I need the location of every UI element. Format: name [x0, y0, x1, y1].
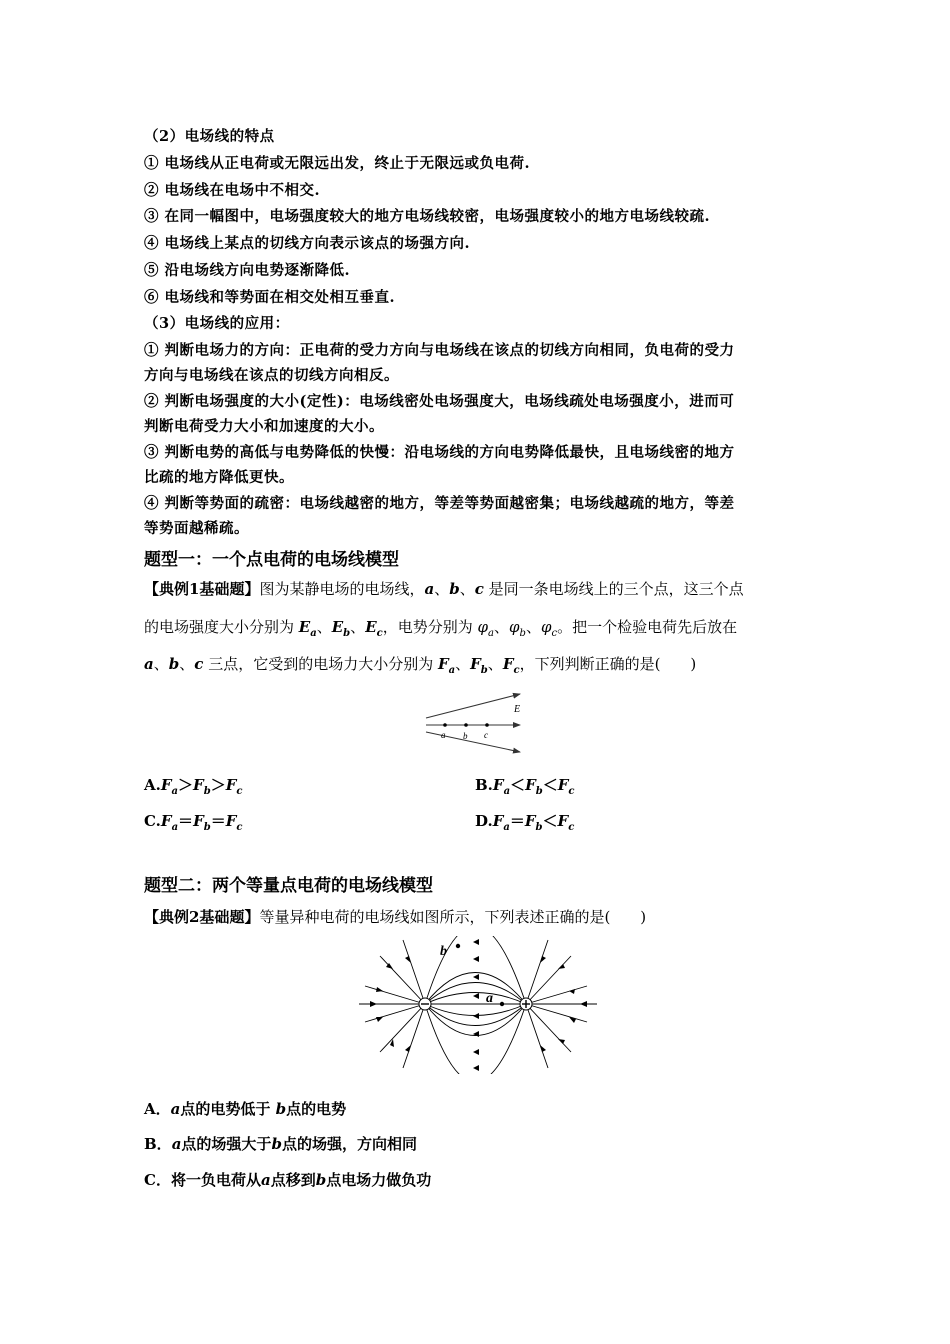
figure-label-b: b [463, 731, 468, 741]
type2-option-b[interactable]: B．a点的场强大于b点的场强，方向相同 [144, 1135, 417, 1153]
section2-item-1: ① 电场线从正电荷或无限远出发，终止于无限远或负电荷. [144, 155, 531, 172]
type2-option-c[interactable]: C．将一负电荷从a点移到b点电场力做负功 [144, 1171, 432, 1189]
section2-item-4: ④ 电场线上某点的切线方向表示该点的场强方向. [144, 235, 471, 252]
figure-label-a: a [441, 730, 446, 740]
section2-item-3: ③ 在同一幅图中，电场强度较大的地方电场线较密，电场强度较小的地方电场线较疏. [144, 208, 711, 225]
type2-dipole-figure [355, 936, 600, 1074]
section2-item-5: ⑤ 沿电场线方向电势逐渐降低. [144, 262, 351, 279]
type2-heading: 题型二：两个等量点电荷的电场线模型 [144, 876, 433, 896]
type2-question: 【典例2基础题】等量异种电荷的电场线如图所示，下列表述正确的是( ) [144, 908, 647, 926]
type2-tag: 【典例2基础题】 [144, 908, 260, 926]
figure2-label-b: b [440, 944, 447, 959]
type1-field-figure [420, 686, 535, 756]
section3-line-8: 等势面越稀疏。 [144, 520, 249, 537]
type1-option-b[interactable]: $B.F_a<F_b<F_c$ [475, 776, 575, 797]
figure-label-c: c [484, 730, 488, 740]
section3-line-3: ② 判断电场强度的大小(定性)：电场线密处电场强度大，电场线疏处电场强度小，进而可 [144, 393, 735, 410]
section3-line-7: ④ 判断等势面的疏密：电场线越密的地方，等差等势面越密集；电场线越疏的地方，等差 [144, 495, 735, 512]
type1-heading: 题型一：一个点电荷的电场线模型 [144, 550, 399, 570]
type1-tag: 【典例1基础题】 [144, 580, 260, 598]
section2-title: （2）电场线的特点 [144, 128, 275, 145]
section2-item-6: ⑥ 电场线和等势面在相交处相互垂直. [144, 289, 396, 306]
type1-question-line-1: 【典例1基础题】图为某静电场的电场线，a、b、c 是同一条电场线上的三个点，这三个点 [144, 580, 744, 598]
type1-option-a[interactable]: $A.F_a>F_b>F_c$ [144, 776, 243, 797]
figure-label-E: E [514, 704, 521, 715]
figure2-label-a: a [486, 991, 493, 1006]
section3-line-4: 判断电荷受力大小和加速度的大小。 [144, 418, 384, 435]
type1-question-line-2: 的电场强度大小分别为 $E_a$、$E_b$、$E_c$，电势分别为 $\varphi_a$、$\varphi_b$、$\varphi_c$。把一个检验电荷先后放在 [144, 618, 738, 639]
section3-title: （3）电场线的应用： [144, 315, 290, 332]
type1-question-line-3: a、b、c 三点，它受到的电场力大小分别为 $F_a$、$F_b$、$F_c$，下列判断正确的是( ) [144, 655, 697, 676]
section3-line-6: 比疏的地方降低更快。 [144, 469, 294, 486]
section3-line-2: 方向与电场线在该点的切线方向相反。 [144, 367, 399, 384]
type2-option-a[interactable]: A．a点的电势低于 b点的电势 [144, 1100, 347, 1118]
section3-line-5: ③ 判断电势的高低与电势降低的快慢：沿电场线的方向电势降低最快，且电场线密的地方 [144, 444, 735, 461]
type1-option-d[interactable]: $D.F_a=F_b<F_c$ [475, 812, 575, 833]
type1-option-c[interactable]: $C.F_a=F_b=F_c$ [144, 812, 243, 833]
section3-line-1: ① 判断电场力的方向：正电荷的受力方向与电场线在该点的切线方向相同，负电荷的受力 [144, 342, 735, 359]
section2-item-2: ② 电场线在电场中不相交. [144, 182, 321, 199]
